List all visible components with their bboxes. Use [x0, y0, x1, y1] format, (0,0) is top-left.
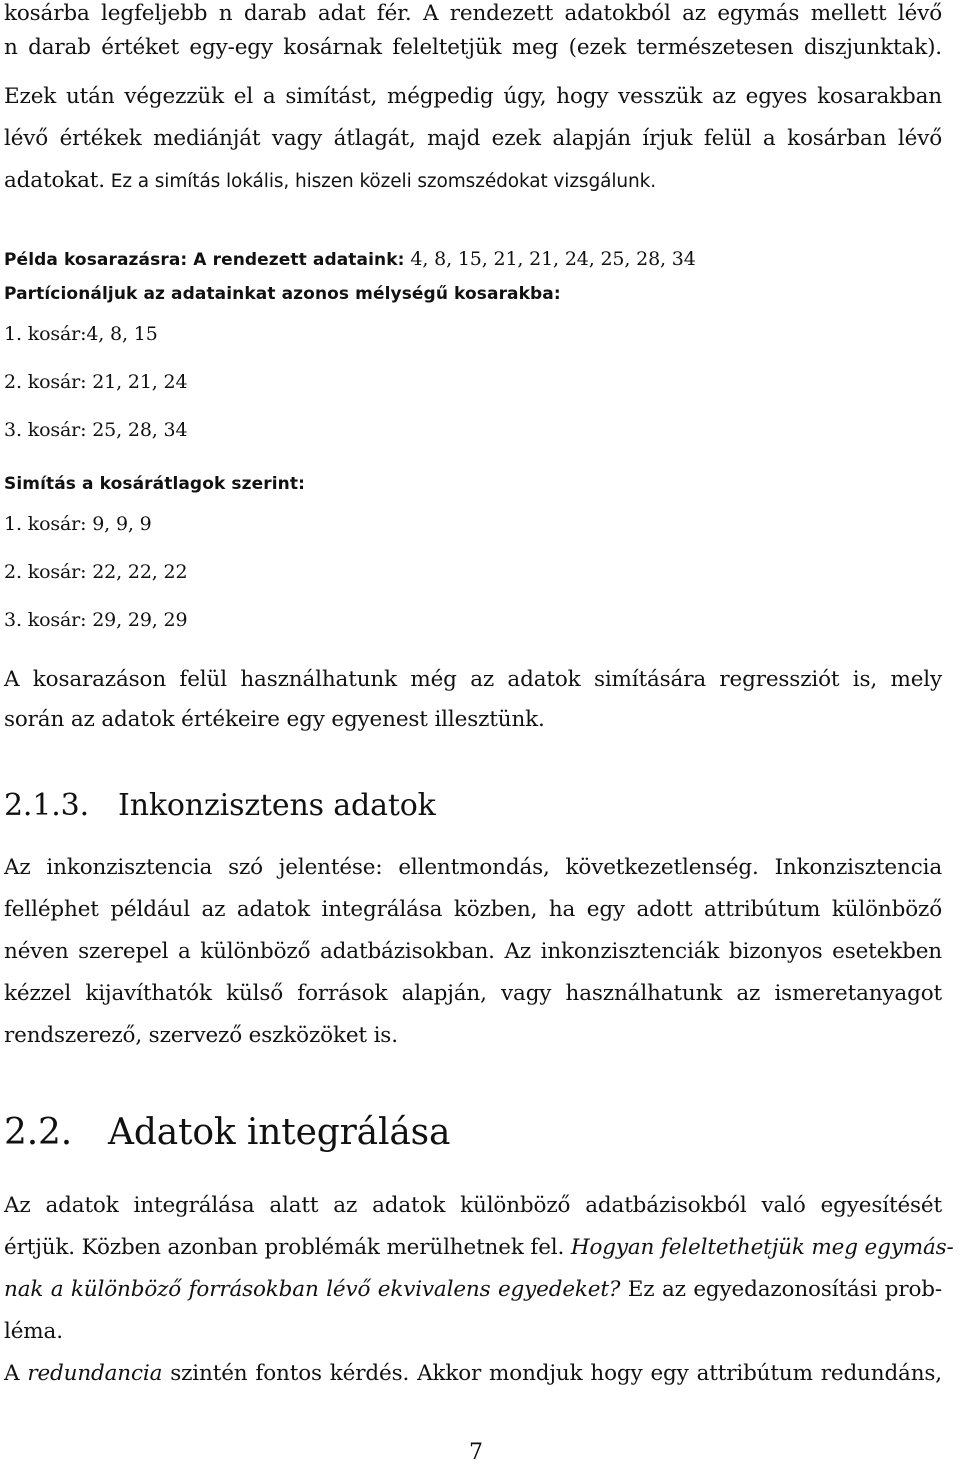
paragraph-text: Ez az egyedazonosítási prob-: [620, 1277, 942, 1302]
example-intro: [4, 245, 696, 274]
paragraph-line: Az adatok integrálása alatt az adatok különböző adatbázisokból való egyesítését: [4, 1193, 942, 1218]
paragraph-text: A: [4, 1361, 28, 1386]
basket-item: 1. kosár:4, 8, 15: [4, 323, 158, 345]
paragraph-text-italic: Hogyan feleltethetjük meg egymás-: [564, 1235, 954, 1260]
section-heading: [4, 788, 436, 824]
paragraph-line: n darab értéket egy-egy kosárnak feleltetjük meg (ezek természetesen diszjunktak).: [4, 35, 942, 60]
basket-item: 2. kosár: 21, 21, 24: [4, 371, 188, 393]
section-title: Adatok integrálása: [108, 1112, 451, 1153]
paragraph-text-italic: redundancia: [27, 1361, 163, 1386]
paragraph-line: rendszerező, szervező eszközöket is.: [4, 1023, 398, 1048]
paragraph-line: [4, 167, 656, 196]
paragraph-text-italic: nak a különböző forrásokban lévő ekvivalens egyedeket?: [4, 1277, 621, 1302]
example-intro-label: Példa kosarazásra: A rendezett adataink:: [4, 250, 405, 270]
paragraph-text: szintén fontos kérdés. Akkor mondjuk hogy egy attribútum redundáns,: [162, 1361, 942, 1386]
smoothed-item: 1. kosár: 9, 9, 9: [4, 513, 152, 535]
section-number: 2.2.: [4, 1112, 73, 1153]
section-title: Inkonzisztens adatok: [118, 788, 436, 823]
smoothed-item: 2. kosár: 22, 22, 22: [4, 561, 188, 583]
paragraph-text-sans: Ez a simítás lokális, hiszen közeli szomszédokat vizsgálunk.: [104, 171, 657, 192]
basket-item: 3. kosár: 25, 28, 34: [4, 419, 188, 441]
paragraph-line: Ezek után végezzük el a simítást, mégpedig úgy, hogy vesszük az egyes kosarakban: [4, 84, 942, 109]
paragraph-line: Az inkonzisztencia szó jelentése: ellentmondás, következetlenség. Inkonzisztencia: [4, 855, 942, 880]
paragraph-line: felléphet például az adatok integrálása közben, ha egy adott attribútum különböző: [4, 897, 942, 922]
smoothing-label: Simítás a kosárátlagok szerint:: [4, 474, 305, 494]
paragraph-line: során az adatok értékeire egy egyenest illesztünk.: [4, 707, 545, 732]
smoothed-item: 3. kosár: 29, 29, 29: [4, 609, 188, 631]
example-intro-values: 4, 8, 15, 21, 21, 24, 25, 28, 34: [404, 248, 696, 270]
paragraph-line: léma.: [4, 1319, 63, 1344]
paragraph-text: értjük. Közben azonban problémák merülhetnek fel.: [4, 1235, 565, 1260]
paragraph-text: adatokat.: [4, 168, 105, 193]
paragraph-line: [4, 1234, 954, 1262]
paragraph-line: lévő értékek mediánját vagy átlagát, majd ezek alapján írjuk felül a kosárban lévő: [4, 126, 942, 151]
page-number: 7: [469, 1440, 483, 1465]
chapter-heading: [4, 1112, 450, 1154]
paragraph-line: kézzel kijavíthatók külső források alapján, vagy használhatunk az ismeretanyagot: [4, 981, 942, 1006]
paragraph-line: kosárba legfeljebb n darab adat fér. A rendezett adatokból az egymás mellett lévő: [4, 1, 942, 26]
paragraph-line: A kosarazáson felül használhatunk még az adatok simítására regressziót is, mely: [4, 667, 942, 692]
partition-label: Partícionáljuk az adatainkat azonos mélységű kosarakba:: [4, 284, 561, 304]
section-number: 2.1.3.: [4, 788, 89, 823]
paragraph-line: [4, 1360, 942, 1388]
paragraph-line: néven szerepel a különböző adatbázisokban. Az inkonzisztenciák bizonyos esetekben: [4, 939, 942, 964]
paragraph-line: [4, 1276, 942, 1304]
